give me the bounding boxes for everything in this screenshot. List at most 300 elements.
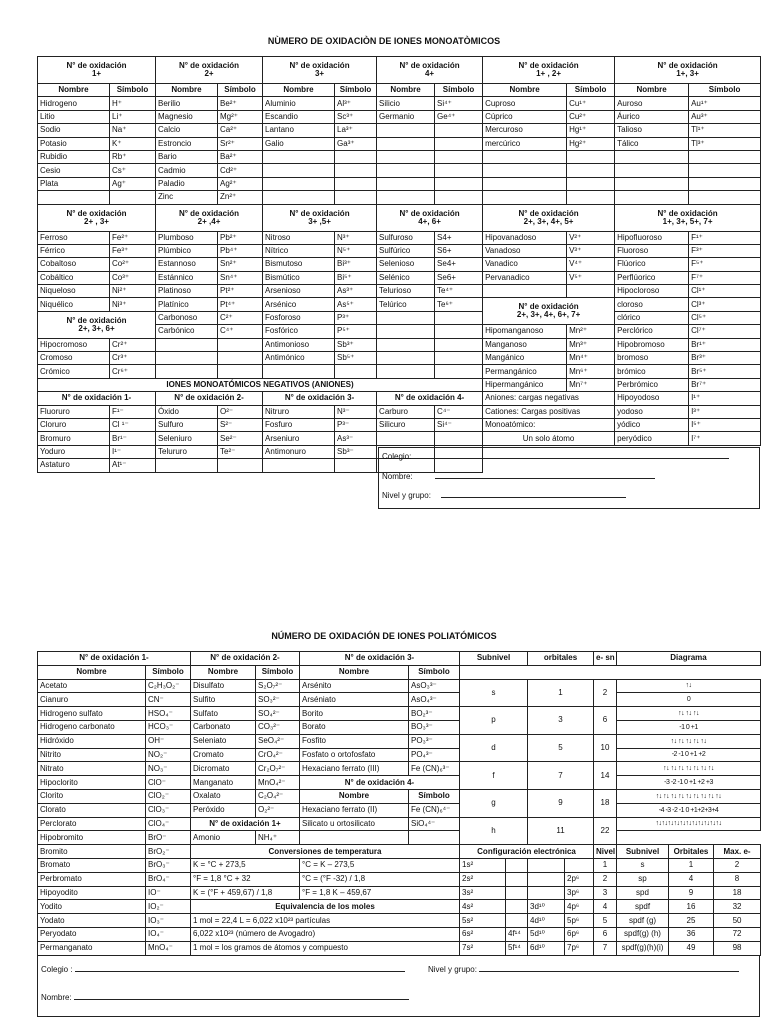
note-line: Un solo átomo — [483, 432, 615, 445]
table-cell: Nitrito — [38, 748, 146, 762]
table-cell: 3p⁶ — [565, 886, 594, 900]
table-cell: Borato — [300, 720, 409, 734]
table-cell: Mn²⁺ — [567, 325, 615, 338]
table-cell: MnO₄⁻ — [146, 941, 191, 955]
table-cell: Te⁶⁺ — [435, 298, 483, 311]
table-cell: SeO₄²⁻ — [256, 734, 300, 748]
table-cell: 3 — [594, 886, 617, 900]
group-header — [38, 57, 156, 84]
table-cell: Berilio — [156, 97, 218, 110]
table-cell: Configuración electrónica — [460, 845, 594, 859]
table-cell: 8 — [714, 872, 761, 886]
table-cell: Mn⁶⁺ — [567, 365, 615, 378]
moles-title: Equivalencia de los moles — [191, 900, 460, 914]
nombre-header: Nombre — [263, 84, 335, 97]
table-row — [38, 298, 761, 311]
table-cell: Cl ¹⁻ — [110, 418, 156, 431]
table-cell: IO₃⁻ — [146, 914, 191, 928]
table-row — [38, 693, 761, 707]
table-cell: 6p⁶ — [565, 927, 594, 941]
table-cell: Permanganato — [38, 941, 146, 955]
table-cell — [335, 365, 377, 378]
group-title: N° de oxidación — [399, 208, 460, 218]
table-cell: Peróxido — [191, 803, 256, 817]
nivel-field[interactable] — [441, 491, 626, 498]
table-cell: Hipocromoso — [38, 338, 110, 351]
table-cell: spdf — [617, 900, 669, 914]
table-cell: Nombre — [300, 665, 409, 679]
table-cell: bromoso — [615, 352, 689, 365]
group-header — [615, 57, 761, 84]
table-cell: V³⁺ — [567, 244, 615, 257]
table-cell: 72 — [714, 927, 761, 941]
table-cell: Símbolo — [146, 665, 191, 679]
table-cell: Rb⁺ — [110, 150, 156, 163]
table-cell: Carbonoso — [156, 311, 218, 324]
table-cell: Silicato u ortosilicato — [300, 817, 409, 831]
table-cell: I¹⁻ — [110, 445, 156, 458]
table-row — [38, 150, 761, 163]
table-row — [38, 405, 761, 418]
table-cell: O²⁻ — [218, 405, 263, 418]
table-cell: Bromato — [38, 858, 146, 872]
table-cell: Calcio — [156, 124, 218, 137]
table-cell: Diagrama — [617, 652, 761, 666]
table-cell: Germanio — [377, 110, 435, 123]
table-cell: 1 mol = 22,4 L = 6,022 x10²³ partículas — [191, 914, 460, 928]
table-cell: Áurico — [615, 110, 689, 123]
table-row — [38, 789, 761, 803]
table-cell: Fosfito — [300, 734, 409, 748]
table-cell — [435, 338, 483, 351]
colegio-field[interactable] — [414, 452, 729, 459]
table-row — [38, 858, 761, 872]
table-cell: Tálico — [615, 137, 689, 150]
group-header — [263, 204, 377, 231]
table-cell: s — [460, 679, 528, 707]
table-cell: Lantano — [263, 124, 335, 137]
table-cell: Antimonioso — [263, 338, 335, 351]
table-cell: Co³⁺ — [110, 271, 156, 284]
table-cell — [156, 459, 218, 472]
table-cell: cloroso — [615, 298, 689, 311]
table-cell: Flúorico — [615, 258, 689, 271]
monoatomic-title: NÙMERO DE OXIDACIÒN DE IONES MONOATÒMICOS — [267, 36, 501, 46]
table-cell: Mercuroso — [483, 124, 567, 137]
table-row — [38, 762, 761, 776]
table-cell: O₂²⁻ — [256, 803, 300, 817]
group-header — [615, 204, 761, 231]
table-cell: S₂O₇²⁻ — [256, 679, 300, 693]
orbital-diagram: ↑↓ ↑↓ ↑↓ ↑↓ ↑↓ ↑↓ ↑↓ ↑↓ ↑↓ — [617, 789, 761, 803]
table-cell: OH⁻ — [146, 734, 191, 748]
group-title: N° de oxidación — [178, 208, 240, 218]
table-row — [38, 776, 761, 790]
table-cell — [689, 164, 761, 177]
table-row — [38, 432, 761, 445]
table-cell: Ag⁺ — [110, 177, 156, 190]
table-row — [38, 418, 761, 431]
table-cell: Mn³⁺ — [567, 338, 615, 351]
magnetic-numbers: -4 -3 -2 -1 0 +1+2+3+4 — [617, 803, 761, 817]
table-cell: Antimónico — [263, 352, 335, 365]
table-cell: 1 — [669, 858, 714, 872]
table-cell: Antimonuro — [263, 445, 335, 458]
table-cell: Yodato — [38, 914, 146, 928]
table-cell: Fluoruro — [38, 405, 110, 418]
table-cell — [435, 325, 483, 338]
table-cell — [377, 137, 435, 150]
table-cell: Ferroso — [38, 231, 110, 244]
table-cell: BO₃³⁻ — [409, 720, 460, 734]
table-cell: 2 — [594, 679, 617, 707]
table-cell: Perbrómico — [615, 378, 689, 391]
table-cell: Bromuro — [38, 432, 110, 445]
table-cell — [506, 900, 528, 914]
table-cell: Hipobromoso — [615, 338, 689, 351]
table-cell: SO₄²⁻ — [256, 707, 300, 721]
table-cell: Perclórico — [615, 325, 689, 338]
table-cell: Arsenioso — [263, 285, 335, 298]
table-row — [38, 886, 761, 900]
table-cell: Ge⁴⁺ — [435, 110, 483, 123]
table-cell: Silicio — [377, 97, 435, 110]
group-header-row — [38, 204, 761, 231]
table-cell: Cl³⁺ — [689, 298, 761, 311]
table-cell: N³⁻ — [335, 405, 377, 418]
group-title: N° de oxidación — [178, 61, 240, 70]
table-cell: Nombre — [300, 789, 409, 803]
table-cell: Ca²⁺ — [218, 124, 263, 137]
group-header — [156, 204, 263, 231]
table-cell: Fe²⁺ — [110, 231, 156, 244]
table-cell: mercúrico — [483, 137, 567, 150]
table-cell: 1s² — [460, 858, 506, 872]
table-cell — [218, 352, 263, 365]
group-title: N° de oxidación — [66, 61, 127, 70]
table-cell — [435, 365, 483, 378]
table-cell: Cadmio — [156, 164, 218, 177]
table-cell: Sulfúrico — [377, 244, 435, 257]
table-cell: Platínico — [156, 298, 218, 311]
table-cell: Fe³⁺ — [110, 244, 156, 257]
table-cell: Sodio — [38, 124, 110, 137]
table-cell: Carburo — [377, 405, 435, 418]
anion-group-header: N° de oxidación 4- — [377, 392, 483, 405]
group-values: 1+, 3+ — [676, 69, 699, 78]
table-cell — [377, 311, 435, 324]
table-cell: Niqueloso — [38, 285, 110, 298]
table-cell: Vanadico — [483, 258, 567, 271]
table-cell: Sulfuro — [156, 418, 218, 431]
table-cell: Selenioso — [377, 258, 435, 271]
table-cell: Talioso — [615, 124, 689, 137]
table-cell: spdf (g) — [617, 914, 669, 928]
table-cell: Cromato — [191, 748, 256, 762]
table-cell: ClO₃⁻ — [146, 803, 191, 817]
table-cell: sp — [617, 872, 669, 886]
table-cell: 5f¹⁴ — [506, 941, 528, 955]
table-cell: 10 — [594, 734, 617, 762]
table-cell: AsO₄³⁻ — [409, 693, 460, 707]
table-cell: Hipoyodoso — [615, 392, 689, 405]
table-cell: Se4+ — [435, 258, 483, 271]
table-cell — [218, 365, 263, 378]
table-row — [38, 941, 761, 955]
table-cell: C⁴⁺ — [218, 325, 263, 338]
table-cell: 18 — [594, 789, 617, 817]
table-cell: 3 — [528, 707, 594, 735]
table-cell — [528, 886, 565, 900]
magnetic-numbers: -3 -2 -1 0 +1 +2 +3 — [617, 776, 761, 790]
table-row — [38, 177, 761, 190]
table-row — [38, 231, 761, 244]
table-cell: AsO₃³⁻ — [409, 679, 460, 693]
table-cell: Rubidio — [38, 150, 110, 163]
table-cell: 2 — [594, 872, 617, 886]
table-cell: F⁵⁺ — [689, 258, 761, 271]
table-cell — [483, 150, 567, 163]
note-aniones: Aniones: cargas negativas — [483, 392, 615, 405]
table-row — [38, 378, 761, 391]
table-cell: Au³⁺ — [689, 110, 761, 123]
table-row — [38, 164, 761, 177]
nombre2-field[interactable] — [74, 993, 409, 1000]
table-cell: yódico — [615, 418, 689, 431]
table-cell: Ni²⁺ — [110, 285, 156, 298]
table-cell: Paladio — [156, 177, 218, 190]
table-cell: At¹⁻ — [110, 459, 156, 472]
table-cell: CN⁻ — [146, 693, 191, 707]
nivel2-field[interactable] — [479, 965, 739, 972]
table-row — [38, 311, 761, 324]
table-cell: S6+ — [435, 244, 483, 257]
table-cell: Pt²⁺ — [218, 285, 263, 298]
table-cell: Sulfuroso — [377, 231, 435, 244]
table-cell: 36 — [669, 927, 714, 941]
anion-section-title: IONES MONOATÓMICOS NEGATIVOS (ANIONES) — [38, 378, 483, 391]
table-cell: Seleniuro — [156, 432, 218, 445]
table-cell: Subnivel — [460, 652, 528, 666]
table-cell — [156, 338, 218, 351]
table-cell: Pervanadico — [483, 271, 567, 284]
table-row — [38, 97, 761, 110]
table-cell — [263, 177, 335, 190]
table-row — [38, 845, 761, 859]
nivel-label: Nivel y grupo: — [382, 491, 626, 500]
table-cell: Li⁺ — [110, 110, 156, 123]
table-cell: N⁵⁺ — [335, 244, 377, 257]
table-cell: Cr₂O₇²⁻ — [256, 762, 300, 776]
table-cell: F⁷⁺ — [689, 271, 761, 284]
table-cell: Tl³⁺ — [689, 137, 761, 150]
table-cell: V⁴⁺ — [567, 258, 615, 271]
table-cell: 4p⁶ — [565, 900, 594, 914]
colegio2-field[interactable] — [75, 965, 405, 972]
table-cell: Cl⁷⁺ — [689, 325, 761, 338]
table-cell: Estroncio — [156, 137, 218, 150]
nombre2-label: Nombre: — [41, 993, 409, 1002]
table-cell: peryódico — [615, 432, 689, 445]
table-row — [38, 679, 761, 693]
table-cell: 98 — [714, 941, 761, 955]
table-cell — [377, 432, 435, 445]
table-cell: 1 mol = los gramos de átomos y compuesto — [191, 941, 460, 955]
table-cell: Nitroso — [263, 231, 335, 244]
table-cell: 2s² — [460, 872, 506, 886]
table-cell: Hipermangánico — [483, 378, 567, 391]
table-cell: Hidrogeno sulfato — [38, 707, 146, 721]
table-cell — [689, 150, 761, 163]
table-cell: 49 — [669, 941, 714, 955]
group-header — [156, 57, 263, 84]
table-cell — [335, 164, 377, 177]
group-title: N° de oxidación — [399, 61, 460, 70]
table-cell — [567, 177, 615, 190]
table-cell: Cr²⁺ — [110, 338, 156, 351]
table-cell: 25 — [669, 914, 714, 928]
table-cell: K⁺ — [110, 137, 156, 150]
table-cell: Hipocloroso — [615, 285, 689, 298]
table-cell: I³⁺ — [689, 405, 761, 418]
table-cell: HSO₄⁻ — [146, 707, 191, 721]
table-cell: Al³⁺ — [335, 97, 377, 110]
table-cell: Hexaciano ferrato (III) — [300, 762, 409, 776]
table-cell — [435, 164, 483, 177]
table-cell: I⁷⁺ — [689, 432, 761, 445]
table-cell: Carbónico — [156, 325, 218, 338]
table-cell: Na⁺ — [110, 124, 156, 137]
table-cell — [300, 831, 409, 845]
table-cell: S²⁻ — [218, 418, 263, 431]
table-cell: Hg¹⁺ — [567, 124, 615, 137]
table-row — [38, 110, 761, 123]
table-cell: C₂H₃O₂⁻ — [146, 679, 191, 693]
table-cell: 14 — [594, 762, 617, 790]
table-cell: Símbolo — [409, 665, 460, 679]
table-cell: Cu²⁺ — [567, 110, 615, 123]
table-cell: Tl¹⁺ — [689, 124, 761, 137]
table-cell — [435, 311, 483, 324]
group-values: 2+ — [204, 69, 214, 78]
table-cell: Cl⁵⁺ — [689, 311, 761, 324]
table-cell — [567, 150, 615, 163]
table-cell: BrO₂⁻ — [146, 845, 191, 859]
table-cell: Borito — [300, 707, 409, 721]
simbolo-header: Símbolo — [567, 84, 615, 97]
table-row — [38, 244, 761, 257]
table-cell: Perclorato — [38, 817, 146, 831]
group-values: 2+ ,4+ — [197, 216, 221, 226]
table-cell: Crómico — [38, 365, 110, 378]
table-cell: yodoso — [615, 405, 689, 418]
table-cell: V⁵⁺ — [567, 271, 615, 284]
table-cell — [377, 325, 435, 338]
anion-group-header: N° de oxidación 2- — [156, 392, 263, 405]
orbital-diagram: ↑↓↑↓↑↓↑↓↑↓↑↓↑↓↑↓↑↓↑↓↑↓ — [617, 817, 761, 831]
table-cell — [435, 124, 483, 137]
table-cell: e- sn — [594, 652, 617, 666]
table-cell: HCO₃⁻ — [146, 720, 191, 734]
table-cell — [483, 285, 567, 298]
group-values: 1+ — [91, 69, 102, 78]
colegio2-label: Colegio : — [41, 965, 405, 974]
table-cell: BrO₄⁻ — [146, 872, 191, 886]
table-cell — [483, 177, 567, 190]
table-cell: 3d¹⁰ — [528, 900, 565, 914]
table-cell: Hipobromito — [38, 831, 146, 845]
table-cell: BrO⁻ — [146, 831, 191, 845]
table-cell: Fe (CN)₆⁴⁻ — [409, 803, 460, 817]
table-cell: C⁴⁻ — [435, 405, 483, 418]
orbital-diagram: ↑↓ ↑↓ ↑↓ ↑↓ ↑↓ ↑↓ ↑↓ — [617, 762, 761, 776]
table-cell: BrO₃⁻ — [146, 858, 191, 872]
table-cell: 5 — [594, 914, 617, 928]
table-cell — [218, 459, 263, 472]
table-cell: 5p⁶ — [565, 914, 594, 928]
table-cell: Cromoso — [38, 352, 110, 365]
table-cell: Auroso — [615, 97, 689, 110]
table-cell: 4d¹⁰ — [528, 914, 565, 928]
table-cell — [506, 914, 528, 928]
table-cell: Perbromato — [38, 872, 146, 886]
table-row — [38, 124, 761, 137]
table-cell: C²⁺ — [218, 311, 263, 324]
table-cell: °C = K – 273,5 — [300, 858, 460, 872]
table-cell — [435, 432, 483, 445]
table-cell — [156, 365, 218, 378]
table-cell: Platinoso — [156, 285, 218, 298]
table-cell — [377, 352, 435, 365]
group-title: N° de oxidación — [518, 302, 579, 312]
table-cell: Astaturo — [38, 459, 110, 472]
table-cell — [435, 137, 483, 150]
table-cell — [377, 164, 435, 177]
table-cell: Nombre — [38, 665, 146, 679]
group-title: N° de oxidación — [66, 208, 127, 218]
table-row — [38, 338, 761, 351]
simbolo-header: Símbolo — [110, 84, 156, 97]
table-cell: spd — [617, 886, 669, 900]
table-cell: Bario — [156, 150, 218, 163]
nombre-field[interactable] — [435, 472, 655, 479]
group-title: N° de oxidación — [289, 208, 350, 218]
table-cell: Estannoso — [156, 258, 218, 271]
table-cell: clórico — [615, 311, 689, 324]
table-cell: Acetato — [38, 679, 146, 693]
table-cell: Vanadoso — [483, 244, 567, 257]
table-cell: Cs⁺ — [110, 164, 156, 177]
table-cell: NH₄⁺ — [256, 831, 300, 845]
table-cell: P⁵⁺ — [335, 325, 377, 338]
table-cell: 6,022 x10²³ (número de Avogadro) — [191, 927, 460, 941]
table-cell: Sc³⁺ — [335, 110, 377, 123]
table-cell — [335, 150, 377, 163]
cr-group-header — [38, 311, 156, 338]
table-cell: Hidrogeno — [38, 97, 110, 110]
table-cell: Clorato — [38, 803, 146, 817]
mn-group-header — [483, 298, 615, 325]
simbolo-header: Símbolo — [435, 84, 483, 97]
table-row — [38, 803, 761, 817]
table-cell: Br³⁺ — [689, 352, 761, 365]
table-cell: Cl¹⁺ — [689, 285, 761, 298]
table-cell: h — [460, 817, 528, 845]
table-cell: Dicromato — [191, 762, 256, 776]
table-cell: Sb³⁻ — [335, 445, 377, 458]
table-cell — [506, 872, 528, 886]
orbital-diagram: ↑↓ ↑↓ ↑↓ — [617, 707, 761, 721]
